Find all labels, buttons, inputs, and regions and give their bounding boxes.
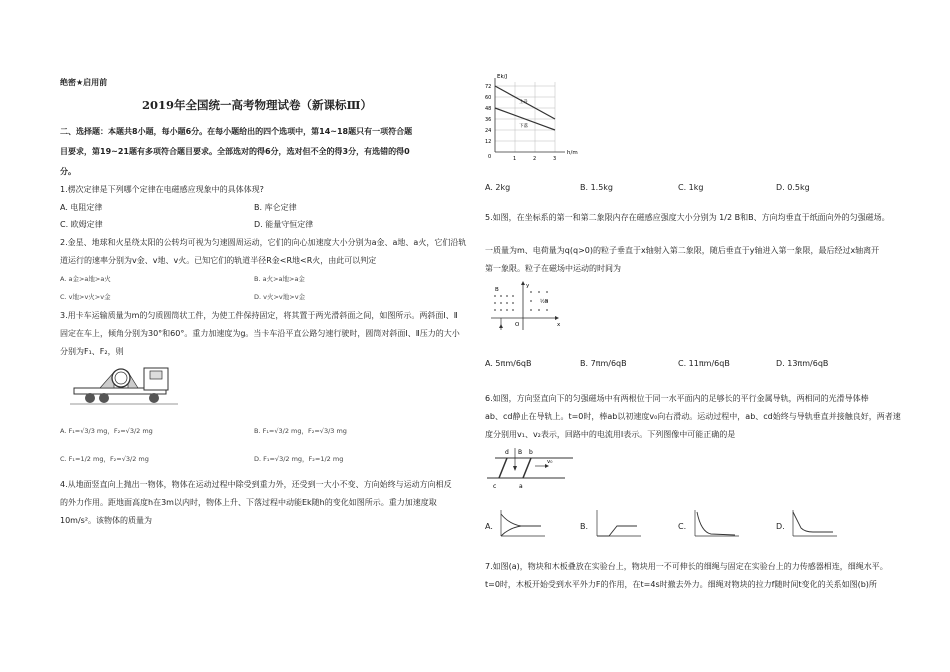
q4-line-down-label: 下落 bbox=[519, 124, 528, 129]
q2-line1: 2.金星、地球和火星绕太阳的公转均可视为匀速圆周运动，它们的向心加速度大小分别为a金、a地、a火，它们沿轨 bbox=[60, 238, 467, 247]
q3-option-c: C. F₁=1/2 mg，F₂=√3/2 mg bbox=[60, 455, 149, 463]
q6-option-a-graph bbox=[495, 508, 547, 540]
q4-option-b: B. 1.5kg bbox=[580, 183, 614, 192]
q3-option-d: D. F₁=√3/2 mg，F₂=1/2 mg bbox=[254, 455, 344, 463]
q2-option-a: A. a金>a地>a火 bbox=[60, 275, 111, 283]
q1-stem: 1.楞次定律是下列哪个定律在电磁感应现象中的具体体现? bbox=[60, 185, 264, 194]
q6-label-field: B bbox=[518, 449, 523, 456]
q6-option-d: D. bbox=[776, 522, 785, 531]
q4-y-tick-24: 24 bbox=[485, 128, 492, 134]
q3-option-b: B. F₁=√3/2 mg，F₂=√3/3 mg bbox=[254, 427, 347, 435]
q4-x-tick-1: 1 bbox=[513, 156, 517, 162]
q6-option-c-graph bbox=[689, 508, 741, 540]
section-heading-line1: 二、选择题：本题共8小题，每小题6分。在每小题给出的四个选项中，第14~18题只有一项符合题 bbox=[60, 127, 413, 136]
q1-option-b: B. 库仑定律 bbox=[254, 203, 297, 212]
q4-x-label: h/m bbox=[567, 150, 578, 156]
q6-option-d-graph bbox=[787, 508, 839, 540]
q4-line1: 4.从地面竖直向上抛出一物体，物体在运动过程中除受到重力外，还受到一大小不变、方向始终与运动方向相反 bbox=[60, 480, 452, 489]
q4-y-tick-60: 60 bbox=[485, 95, 492, 101]
q6-line2: ab、cd静止在导轨上。t=0时，棒ab以初速度v₀向右滑动。运动过程中，ab、cd始终与导轨垂直并接触良好，两者速 bbox=[485, 412, 901, 421]
q3-line3: 分别为F₁、F₂，则 bbox=[60, 347, 124, 356]
q5-field-figure bbox=[487, 280, 565, 334]
q5-line2: 一质量为m、电荷量为q(q>0)的粒子垂直于x轴射入第二象限，随后垂直于y轴进入第一象限，最后经过x轴离开 bbox=[485, 246, 880, 255]
q6-option-b-graph bbox=[591, 508, 643, 540]
q6-label-d: d bbox=[505, 449, 509, 456]
q4-option-a: A. 2kg bbox=[485, 183, 511, 192]
q6-option-c: C. bbox=[678, 522, 687, 531]
q5-option-d: D. 13πm/6qB bbox=[776, 359, 829, 368]
q3-option-a: A. F₁=√3/3 mg，F₂=√3/2 mg bbox=[60, 427, 153, 435]
q2-line2: 道运行的速率分别为v金、v地、v火。已知它们的轨道半径R金<R地<R火，由此可以判定 bbox=[60, 256, 377, 265]
left-column bbox=[58, 0, 478, 672]
q5-option-a: A. 5πm/6qB bbox=[485, 359, 532, 368]
q5-option-b: B. 7πm/6qB bbox=[580, 359, 627, 368]
q4-y-label: Ek/J bbox=[497, 74, 508, 80]
section-heading-line3: 分。 bbox=[60, 167, 76, 176]
q7-line1: 7.如图(a)，物块和木板叠放在实验台上，物块用一不可伸长的细绳与固定在实验台上的力传感器相连，细绳水平。 bbox=[485, 562, 888, 571]
q6-option-a: A. bbox=[485, 522, 493, 531]
q2-option-c: C. v地>v火>v金 bbox=[60, 293, 111, 301]
q7-line2: t=0时，木板开始受到水平外力F的作用，在t=4s时撤去外力。细绳对物块的拉力f随时间t变化的关系如图(b)所 bbox=[485, 580, 877, 589]
q4-line3: 10m/s²。该物体的质量为 bbox=[60, 516, 153, 525]
q1-option-d: D. 能量守恒定律 bbox=[254, 220, 314, 229]
q3-line2: 固定在车上，倾角分别为30°和60°。重力加速度为g。当卡车沿平直公路匀速行驶时，圆筒对斜面Ⅰ、Ⅱ压力的大小 bbox=[60, 329, 460, 338]
q4-y-tick-48: 48 bbox=[485, 106, 492, 112]
q3-line1: 3.用卡车运输质量为m的匀质圆筒状工件，为使工件保持固定，将其置于两光滑斜面之间，如图所示。两斜面Ⅰ、Ⅱ bbox=[60, 311, 458, 320]
q6-rails-figure bbox=[485, 444, 575, 492]
q6-label-c: c bbox=[493, 483, 497, 490]
q4-line2: 的外力作用。距地面高度h在3m以内时，物体上升、下落过程中动能Ek随h的变化如图所示。重力加速度取 bbox=[60, 498, 437, 507]
q6-label-b: b bbox=[529, 449, 533, 456]
q5-line3: 第一象限。粒子在磁场中运动的时间为 bbox=[485, 264, 621, 273]
section-heading-line2: 目要求，第19~21题有多项符合题目要求。全部选对的得6分，选对但不全的得3分，有选错的得0 bbox=[60, 147, 410, 156]
q5-line1: 5.如图，在坐标系的第一和第二象限内存在磁感应强度大小分别为 1/2 B和B、方向均垂直于纸面向外的匀强磁场。 bbox=[485, 213, 890, 222]
q5-option-c: C. 11πm/6qB bbox=[678, 359, 730, 368]
q5-label-y: y bbox=[526, 283, 530, 289]
q2-option-d: D. v火>v地>v金 bbox=[254, 293, 306, 301]
q5-label-x: x bbox=[557, 322, 561, 328]
q4-y-tick-12: 12 bbox=[485, 139, 492, 145]
q5-label-half-b: ½B bbox=[540, 299, 549, 305]
q6-label-v0: v₀ bbox=[547, 459, 553, 465]
q1-option-a: A. 电阻定律 bbox=[60, 203, 103, 212]
q4-ek-h-chart bbox=[483, 72, 583, 164]
q4-option-d: D. 0.5kg bbox=[776, 183, 810, 192]
q5-label-o: O bbox=[515, 322, 520, 328]
q4-y-tick-72: 72 bbox=[485, 84, 492, 90]
q4-y-tick-0: 0 bbox=[488, 154, 492, 160]
q6-label-a: a bbox=[519, 483, 523, 490]
secret-label: 绝密★启用前 bbox=[60, 78, 108, 87]
q6-line3: 度分别用v₁、v₂表示，回路中的电流用I表示。下列图像中可能正确的是 bbox=[485, 430, 736, 439]
q4-line-up-label: 上升 bbox=[519, 100, 528, 105]
q4-x-tick-3: 3 bbox=[553, 156, 557, 162]
q4-option-c: C. 1kg bbox=[678, 183, 704, 192]
right-column bbox=[483, 0, 903, 672]
q1-option-c: C. 欧姆定律 bbox=[60, 220, 103, 229]
q4-y-tick-36: 36 bbox=[485, 117, 492, 123]
q2-option-b: B. a火>a地>a金 bbox=[254, 275, 305, 283]
q6-option-b: B. bbox=[580, 522, 589, 531]
q6-line1: 6.如图，方向竖直向下的匀强磁场中有两根位于同一水平面内的足够长的平行金属导轨，两相同的光滑导体棒 bbox=[485, 394, 869, 403]
paper-title: 2019年全国统一高考物理试卷（新课标Ⅲ） bbox=[142, 98, 373, 112]
q4-x-tick-2: 2 bbox=[533, 156, 537, 162]
truck-figure bbox=[70, 360, 180, 408]
q5-label-b: B bbox=[495, 287, 499, 293]
